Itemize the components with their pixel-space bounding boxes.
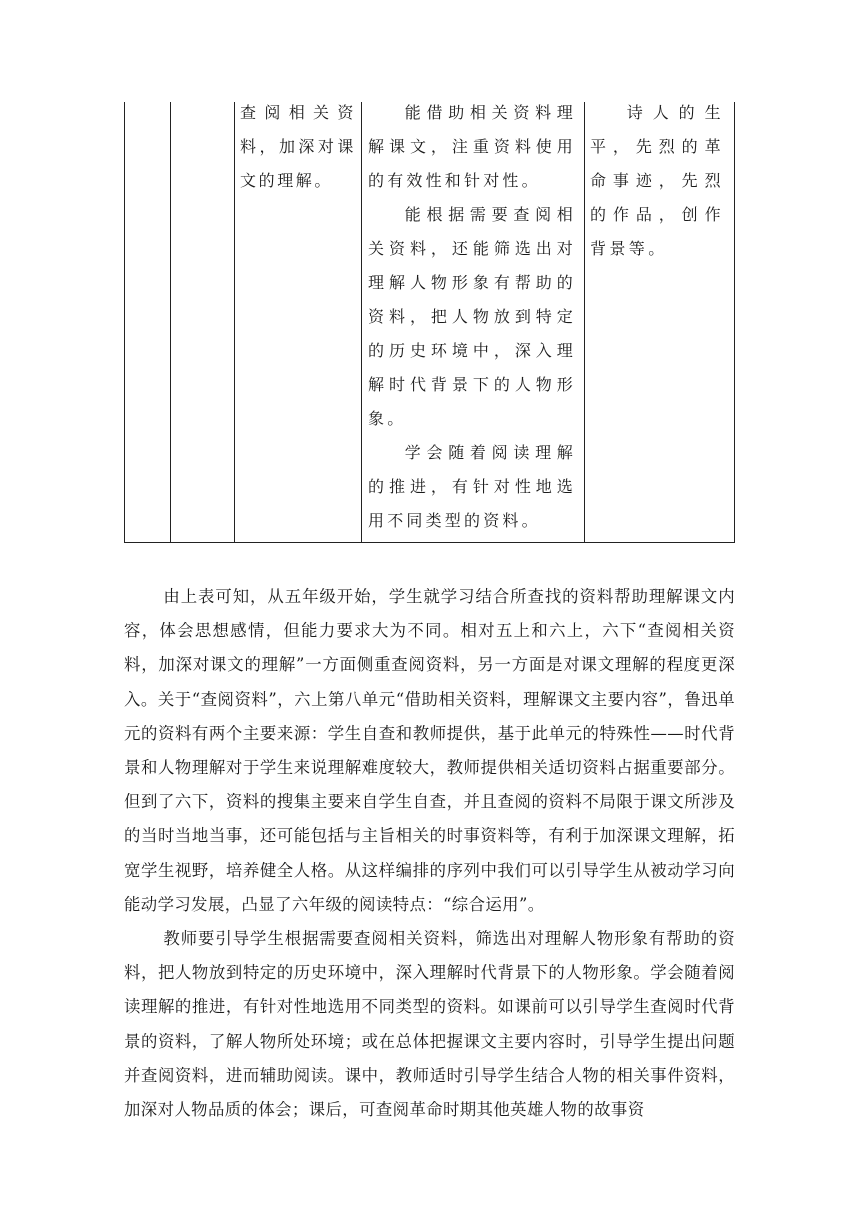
- resource-requirement-text: 查阅相关资料，加深对课文的理解。: [240, 103, 356, 190]
- ability-point: 能借助相关资料理解课文，注重资料使用的有效性和针对性。: [368, 103, 576, 190]
- content-text: 诗人的生平，先烈的革命事迹，先烈的作品，创作背景等。: [590, 103, 724, 258]
- table-divider: [170, 102, 171, 542]
- table-border-right: [734, 102, 735, 542]
- body-text: [124, 580, 735, 1127]
- paragraph: 教师要引导学生根据需要查阅相关资料，筛选出对理解人物形象有帮助的资料，把人物放到特定的历史环境中，深入理解时代背景下的人物形象。学会随着阅读理解的推进，有针对性地选用不同类型的资料。如课前可以引导学生查阅时代背景的资料，了解人物所处环境；或在总体把握课文主要内容时，引导学生提出问题并查阅资料，进而辅助阅读。课中，教师适时引导学生结合人物的相关事件资料，加深对人物品质的体会；课后，可查阅革命时期其他英雄人物的故事资: [124, 929, 735, 1120]
- table-divider: [234, 102, 235, 542]
- table-divider: [361, 102, 362, 542]
- table-border-left: [124, 102, 125, 542]
- table-cell-resource: [240, 96, 356, 198]
- ability-point: 学会随着阅读理解的推进，有针对性地选用不同类型的资料。: [368, 443, 576, 530]
- paragraph: 由上表可知，从五年级开始，学生就学习结合所查找的资料帮助理解课文内容，体会思想感情，但能力要求大为不同。相对五上和六上，六下“查阅相关资料，加深对课文的理解”一方面侧重查阅资料，另一方面是对课文理解的程度更深入。关于“查阅资料”，六上第八单元“借助相关资料，理解课文主要内容”，鲁迅单元的资料有两个主要来源：学生自查和教师提供，基于此单元的特殊性——时代背景和人物理解对于学生来说理解难度较大，教师提供相关适切资料占据重要部分。但到了六下，资料的搜集主要来自学生自查，并且查阅的资料不局限于课文所涉及的当时当地当事，还可能包括与主旨相关的时事资料等，有利于加深课文理解，拓宽学生视野，培养健全人格。从这样编排的序列中我们可以引导学生从被动学习向能动学习发展，凸显了六年级的阅读特点：“综合运用”。: [124, 587, 735, 914]
- table-cell-content: [590, 96, 724, 266]
- ability-point: 能根据需要查阅相关资料，还能筛选出对理解人物形象有帮助的资料，把人物放到特定的历史环境中，深入理解时代背景下的人物形象。: [368, 205, 576, 428]
- table-cell-ability: [368, 96, 576, 538]
- table-divider: [584, 102, 585, 542]
